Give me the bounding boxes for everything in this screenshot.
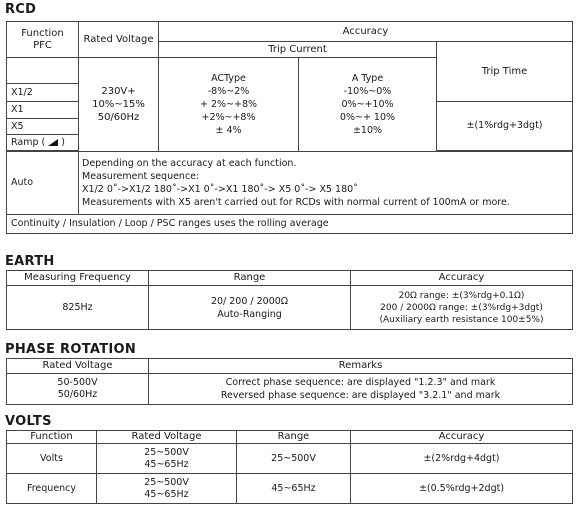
phase-header-voltage: Rated Voltage	[7, 359, 149, 374]
rcd-function-x5: X5	[7, 119, 79, 135]
ramp-label-open: Ramp (	[11, 136, 46, 148]
frequency-range-value: 45~65Hz	[237, 474, 351, 504]
rcd-header-trip-current: Trip Current	[159, 42, 437, 58]
earth-accuracy-line: (Auxiliary earth resistance 100±5%)	[379, 314, 544, 325]
volts-table	[6, 430, 573, 504]
rated-line: 45~65Hz	[144, 458, 189, 470]
volts-range-value: 25~500V	[237, 444, 351, 474]
table-row	[7, 474, 573, 504]
rcd-trip-time-value: ±(1%rdg+3dgt)	[437, 102, 573, 151]
phase-remark-line: Reversed phase sequence: are displayed "3.2.1" and mark	[220, 390, 501, 401]
phase-voltage-line: 50-500V	[57, 377, 98, 388]
rcd-table	[6, 21, 573, 234]
volts-header-accuracy: Accuracy	[351, 431, 573, 444]
rcd-header-function	[7, 22, 79, 58]
ac-type-line: ACType	[211, 73, 246, 84]
a-type-line: ±10%	[352, 125, 383, 136]
function-label: Function	[21, 27, 64, 39]
rated-voltage-line: 50/60Hz	[97, 112, 140, 123]
earth-range-line: Auto-Ranging	[217, 308, 282, 320]
rcd-auto-label: Auto	[7, 152, 79, 215]
auto-line: Measurements with X5 aren't carried out for RCDs with normal current of 100mA or more.	[82, 197, 510, 208]
a-type-line: 0%~+10%	[341, 99, 394, 110]
phase-voltage-line: 50/60Hz	[57, 389, 98, 400]
rcd-header-accuracy: Accuracy	[159, 22, 573, 42]
phase-remarks-cell	[149, 374, 573, 405]
rcd-auto-description	[79, 152, 573, 215]
earth-header-frequency: Measuring Frequency	[7, 271, 149, 286]
volts-function-frequency: Frequency	[7, 474, 97, 504]
auto-line: X1/2 0˚->X1/2 180˚->X1 0˚->X1 180˚-> X5 0˚-> X5 180˚	[82, 184, 358, 195]
frequency-accuracy-value: ±(0.5%rdg+2dgt)	[351, 474, 573, 504]
earth-frequency-value: 825Hz	[7, 286, 149, 330]
phase-voltage-cell	[7, 374, 149, 405]
a-type-line: 0%~+ 10%	[339, 112, 396, 123]
rated-voltage-line: 10%~15%	[92, 99, 145, 110]
rcd-function-ramp	[7, 135, 79, 151]
rated-line: 25~500V	[144, 446, 189, 458]
volts-section-title: VOLTS	[5, 414, 52, 429]
earth-header-range: Range	[149, 271, 351, 286]
ac-type-line: + 2%~+8%	[199, 99, 258, 110]
rcd-ac-type-cell	[159, 58, 299, 152]
earth-accuracy-cell	[351, 286, 573, 330]
rcd-function-x1: X1	[7, 102, 79, 119]
rcd-header-rated-voltage: Rated Voltage	[79, 22, 159, 58]
earth-section-title: EARTH	[5, 254, 55, 269]
ramp-label-close: )	[61, 136, 65, 148]
ac-type-line: -8%~2%	[207, 86, 250, 97]
auto-line: Measurement sequence:	[82, 171, 200, 182]
rated-voltage-line: 230V+	[101, 86, 136, 97]
earth-accuracy-line: 20Ω range: ±(3%rdg+0.1Ω)	[398, 290, 525, 301]
ac-type-line: ± 4%	[215, 125, 242, 136]
volts-header-rated: Rated Voltage	[97, 431, 237, 444]
earth-accuracy-line: 200 / 2000Ω range: ±(3%rdg+3dgt)	[380, 302, 543, 313]
a-type-line: -10%~0%	[343, 86, 392, 97]
frequency-rated-cell	[97, 474, 237, 504]
phase-remark-line: Correct phase sequence: are displayed "1.2.3" and mark	[225, 377, 496, 388]
phase-table	[6, 358, 573, 405]
phase-header-remarks: Remarks	[149, 359, 573, 374]
ramp-icon	[48, 139, 58, 146]
rcd-a-type-cell	[299, 58, 437, 152]
a-type-line: A Type	[351, 73, 384, 84]
earth-table	[6, 270, 573, 330]
rcd-function-x1-2: X1/2	[7, 84, 79, 102]
rcd-function-spacer	[7, 58, 79, 84]
rcd-rated-voltage-cell	[79, 58, 159, 152]
rated-line: 45~65Hz	[144, 488, 189, 500]
earth-range-line: 20/ 200 / 2000Ω	[210, 295, 289, 307]
auto-line: Depending on the accuracy at each function.	[82, 158, 297, 169]
earth-header-accuracy: Accuracy	[351, 271, 573, 286]
rcd-header-trip-time: Trip Time	[437, 42, 573, 102]
earth-range-cell	[149, 286, 351, 330]
ac-type-line: +2%~+8%	[201, 112, 256, 123]
volts-rated-cell	[97, 444, 237, 474]
phase-section-title: PHASE ROTATION	[5, 342, 137, 357]
rated-line: 25~500V	[144, 476, 189, 488]
volts-function-volts: Volts	[7, 444, 97, 474]
volts-header-function: Function	[7, 431, 97, 444]
volts-header-range: Range	[237, 431, 351, 444]
rcd-section-title: RCD	[5, 2, 37, 17]
pfc-label: PFC	[33, 39, 52, 51]
table-row	[7, 444, 573, 474]
rcd-footer-note: Continuity / Insulation / Loop / PSC ranges uses the rolling average	[7, 215, 573, 234]
volts-accuracy-value: ±(2%rdg+4dgt)	[351, 444, 573, 474]
